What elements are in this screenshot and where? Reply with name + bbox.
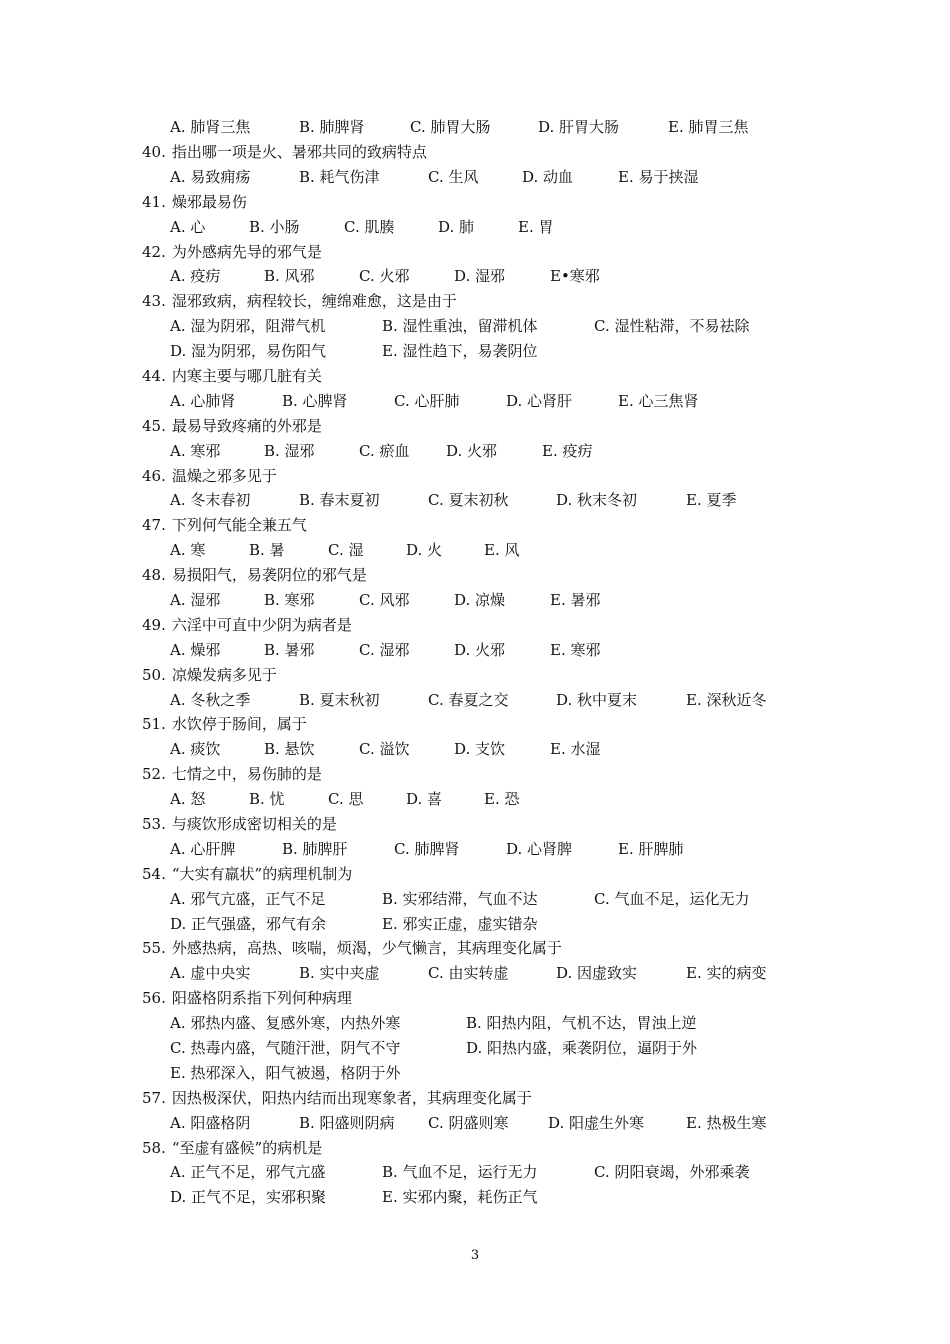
question-text: 温燥之邪多见于 <box>171 467 277 485</box>
answer-option: B. 暑 <box>249 541 285 559</box>
question-number: 42. <box>142 243 166 261</box>
answer-option: B. 夏末秋初 <box>299 691 380 709</box>
question-number: 40. <box>142 143 166 161</box>
question-text: “至虚有盛候”的病机是 <box>171 1139 323 1157</box>
answer-option: D. 正气不足，实邪积聚 <box>170 1188 327 1206</box>
question-stem <box>142 1088 532 1108</box>
answer-option: B. 阳盛则阴病 <box>299 1114 395 1132</box>
answer-option: C. 思 <box>328 790 364 808</box>
answer-option: E. 易于挟湿 <box>618 168 699 186</box>
answer-option: C. 夏末初秋 <box>428 491 509 509</box>
answer-option: C. 火邪 <box>359 267 410 285</box>
answer-option: D. 秋末冬初 <box>556 491 638 509</box>
question-stem <box>142 714 307 734</box>
answer-option: D. 阳虚生外寒 <box>548 1114 645 1132</box>
answer-option: D. 湿为阴邪，易伤阳气 <box>170 342 327 360</box>
answer-option: B. 小肠 <box>249 218 300 236</box>
answer-option: E. 实的病变 <box>686 964 767 982</box>
question-text: 为外感病先导的邪气是 <box>171 243 322 261</box>
question-number: 49. <box>142 616 166 634</box>
answer-option: B. 寒邪 <box>264 591 315 609</box>
answer-option: B. 春末夏初 <box>299 491 380 509</box>
question-stem <box>142 1138 322 1158</box>
answer-option: E. 水湿 <box>550 740 601 758</box>
answer-option: C. 风邪 <box>359 591 410 609</box>
answer-option: B. 湿性重浊，留滞机体 <box>382 317 538 335</box>
answer-option: D. 因虚致实 <box>556 964 638 982</box>
answer-option: E. 肺胃三焦 <box>668 118 749 136</box>
answer-option: D. 火 <box>406 541 443 559</box>
answer-option: A. 疫疠 <box>170 267 221 285</box>
question-stem <box>142 242 322 262</box>
question-number: 47. <box>142 516 166 534</box>
answer-option: D. 阳热内盛，乘袭阴位，逼阴于外 <box>466 1039 698 1057</box>
answer-option: C. 气血不足，运化无力 <box>594 890 750 908</box>
answer-option: A. 邪气亢盛，正气不足 <box>170 890 326 908</box>
question-number: 50. <box>142 666 166 684</box>
question-stem <box>142 665 277 685</box>
answer-option: D. 动血 <box>522 168 574 186</box>
question-text: 水饮停于肠间，属于 <box>171 715 307 733</box>
answer-option: E. 寒邪 <box>550 641 601 659</box>
answer-option: C. 心肝肺 <box>394 392 460 410</box>
answer-option: C. 生风 <box>428 168 479 186</box>
question-stem <box>142 416 322 436</box>
answer-option: A. 阳盛格阴 <box>170 1114 251 1132</box>
answer-option: E. 心三焦肾 <box>618 392 699 410</box>
answer-option: D. 正气强盛，邪气有余 <box>170 915 327 933</box>
question-text: 七情之中，易伤肺的是 <box>171 765 322 783</box>
question-text: “大实有羸状”的病理机制为 <box>171 865 353 883</box>
answer-option: A. 湿为阴邪，阻滞气机 <box>170 317 326 335</box>
answer-option: C. 湿 <box>328 541 364 559</box>
answer-option: A. 正气不足，邪气亢盛 <box>170 1163 326 1181</box>
answer-option: A. 心 <box>170 218 206 236</box>
answer-option: A. 虚中央实 <box>170 964 251 982</box>
page-number: 3 <box>470 1248 480 1263</box>
answer-option: A. 痰饮 <box>170 740 221 758</box>
answer-option: D. 支饮 <box>454 740 506 758</box>
answer-option: D. 凉燥 <box>454 591 506 609</box>
answer-option: D. 肺 <box>438 218 475 236</box>
question-text: 最易导致疼痛的外邪是 <box>171 417 322 435</box>
answer-option: A. 肺肾三焦 <box>170 118 251 136</box>
answer-option: B. 气血不足，运行无力 <box>382 1163 538 1181</box>
answer-option: C. 瘀血 <box>359 442 410 460</box>
question-number: 44. <box>142 367 166 385</box>
question-stem <box>142 988 352 1008</box>
answer-option: E. 恐 <box>484 790 520 808</box>
answer-option: E. 热极生寒 <box>686 1114 767 1132</box>
question-number: 51. <box>142 715 166 733</box>
answer-option: D. 秋中夏末 <box>556 691 638 709</box>
question-number: 41. <box>142 193 166 211</box>
answer-option: E. 肝脾肺 <box>618 840 684 858</box>
answer-option: B. 湿邪 <box>264 442 315 460</box>
question-number: 55. <box>142 939 166 957</box>
answer-option: C. 湿邪 <box>359 641 410 659</box>
question-text: 凉燥发病多见于 <box>171 666 277 684</box>
question-number: 57. <box>142 1089 166 1107</box>
answer-option: E. 暑邪 <box>550 591 601 609</box>
answer-option: A. 心肺肾 <box>170 392 236 410</box>
answer-option: C. 由实转虚 <box>428 964 509 982</box>
answer-option: A. 寒 <box>170 541 206 559</box>
question-text: 阳盛格阴系指下列何种病理 <box>171 989 352 1007</box>
question-number: 45. <box>142 417 166 435</box>
answer-option: C. 春夏之交 <box>428 691 509 709</box>
question-stem <box>142 814 337 834</box>
question-stem <box>142 366 322 386</box>
answer-option: E. 实邪内聚，耗伤正气 <box>382 1188 538 1206</box>
question-number: 53. <box>142 815 166 833</box>
question-stem <box>142 515 307 535</box>
question-text: 外感热病，高热、咳喘，烦渴，少气懒言，其病理变化属于 <box>171 939 562 957</box>
answer-option: C. 湿性粘滞，不易祛除 <box>594 317 750 335</box>
answer-option: D. 喜 <box>406 790 443 808</box>
answer-option: B. 暑邪 <box>264 641 315 659</box>
answer-option: E. 胃 <box>518 218 554 236</box>
answer-option: C. 热毒内盛，气随汗泄，阴气不守 <box>170 1039 401 1057</box>
answer-option: B. 实邪结滞，气血不达 <box>382 890 538 908</box>
question-text: 燥邪最易伤 <box>171 193 247 211</box>
question-stem <box>142 565 367 585</box>
question-text: 内寒主要与哪几脏有关 <box>171 367 322 385</box>
question-stem <box>142 192 247 212</box>
answer-option: A. 邪热内盛、复感外寒，内热外寒 <box>170 1014 401 1032</box>
answer-option: C. 肺胃大肠 <box>410 118 491 136</box>
question-stem <box>142 615 352 635</box>
question-number: 48. <box>142 566 166 584</box>
question-stem <box>142 864 352 884</box>
answer-option: A. 冬秋之季 <box>170 691 251 709</box>
answer-option: B. 忧 <box>249 790 285 808</box>
answer-option: C. 阴盛则寒 <box>428 1114 509 1132</box>
question-number: 52. <box>142 765 166 783</box>
question-text: 易损阳气，易袭阴位的邪气是 <box>171 566 367 584</box>
question-text: 下列何气能全兼五气 <box>171 516 307 534</box>
answer-option: B. 阳热内阻，气机不达，胃浊上逆 <box>466 1014 697 1032</box>
answer-option: D. 火邪 <box>454 641 506 659</box>
answer-option: E. 夏季 <box>686 491 737 509</box>
answer-option: B. 肺脾肝 <box>282 840 348 858</box>
question-stem <box>142 466 277 486</box>
question-text: 与痰饮形成密切相关的是 <box>171 815 337 833</box>
answer-option: B. 悬饮 <box>264 740 315 758</box>
question-text: 指出哪一项是火、暑邪共同的致病特点 <box>171 143 427 161</box>
answer-option: C. 阴阳衰竭，外邪乘袭 <box>594 1163 750 1181</box>
question-stem <box>142 938 562 958</box>
question-number: 43. <box>142 292 166 310</box>
question-text: 因热极深伏，阳热内结而出现寒象者，其病理变化属于 <box>171 1089 532 1107</box>
question-number: 56. <box>142 989 166 1007</box>
answer-option: B. 耗气伤津 <box>299 168 380 186</box>
answer-option: E. 邪实正虚，虚实错杂 <box>382 915 538 933</box>
answer-option: E. 风 <box>484 541 520 559</box>
question-text: 湿邪致病，病程较长，缠绵难愈，这是由于 <box>171 292 457 310</box>
question-number: 46. <box>142 467 166 485</box>
answer-option: A. 冬末春初 <box>170 491 251 509</box>
answer-option: D. 湿邪 <box>454 267 506 285</box>
answer-option: E. 深秋近冬 <box>686 691 767 709</box>
answer-option: A. 易致痈疡 <box>170 168 251 186</box>
answer-option: A. 寒邪 <box>170 442 221 460</box>
question-stem <box>142 291 457 311</box>
question-stem <box>142 142 427 162</box>
question-stem <box>142 764 322 784</box>
answer-option: E. 热邪深入，阳气被遏，格阴于外 <box>170 1064 401 1082</box>
answer-option: D. 心肾肝 <box>506 392 573 410</box>
answer-option: B. 肺脾肾 <box>299 118 365 136</box>
answer-option: E. 疫疠 <box>542 442 593 460</box>
answer-option: E•寒邪 <box>550 267 600 285</box>
answer-option: A. 燥邪 <box>170 641 221 659</box>
answer-option: B. 风邪 <box>264 267 315 285</box>
answer-option: A. 怒 <box>170 790 206 808</box>
answer-option: C. 溢饮 <box>359 740 410 758</box>
answer-option: E. 湿性趋下，易袭阴位 <box>382 342 538 360</box>
question-number: 58. <box>142 1139 166 1157</box>
question-text: 六淫中可直中少阴为病者是 <box>171 616 352 634</box>
answer-option: C. 肺脾肾 <box>394 840 460 858</box>
answer-option: B. 实中夹虚 <box>299 964 380 982</box>
answer-option: C. 肌腠 <box>344 218 395 236</box>
answer-option: D. 火邪 <box>446 442 498 460</box>
question-number: 54. <box>142 865 166 883</box>
answer-option: A. 湿邪 <box>170 591 221 609</box>
answer-option: D. 心肾脾 <box>506 840 573 858</box>
answer-option: A. 心肝脾 <box>170 840 236 858</box>
answer-option: D. 肝胃大肠 <box>538 118 620 136</box>
answer-option: B. 心脾肾 <box>282 392 348 410</box>
